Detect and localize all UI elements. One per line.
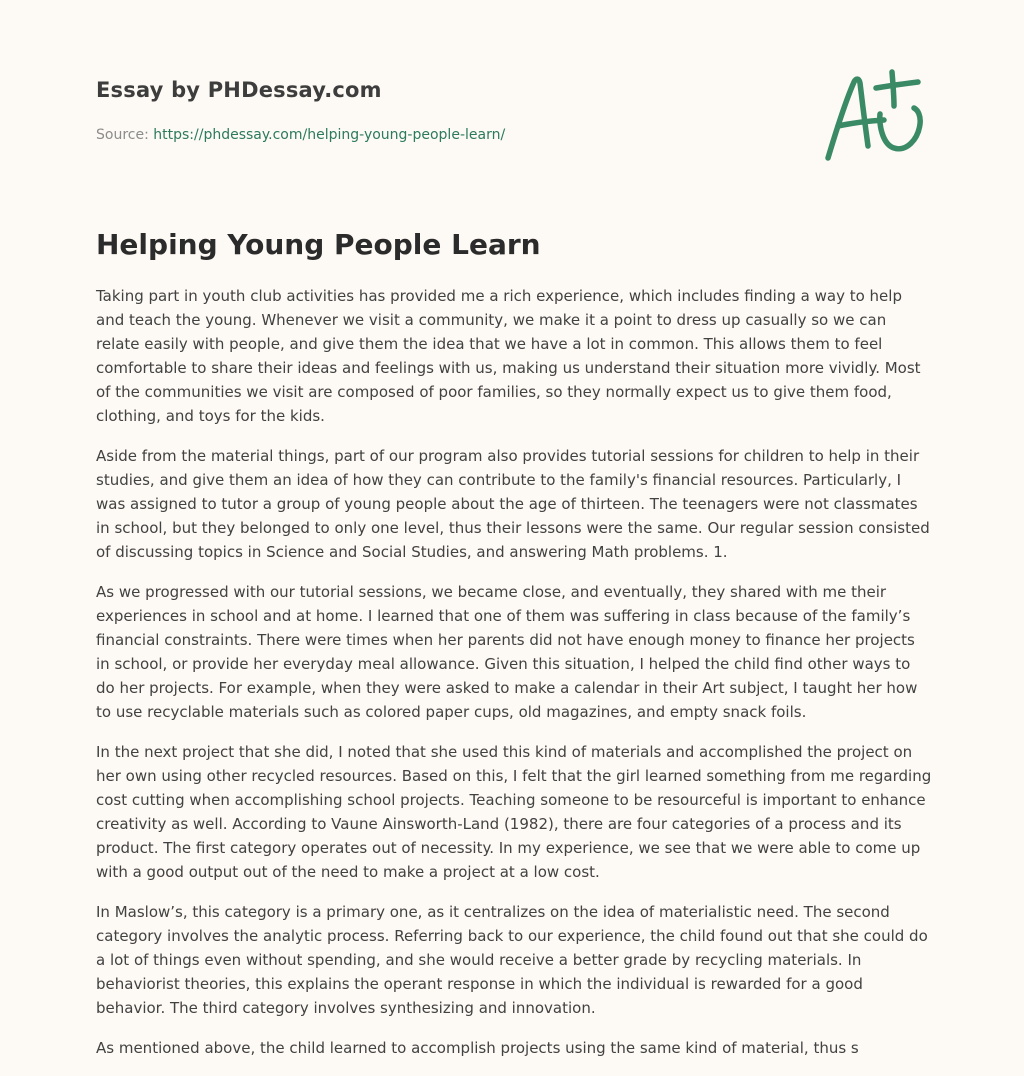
essay-paragraph: In the next project that she did, I noted that she used this kind of materials and accomplished the project on her own using other recycled resources. Based on this, I felt that the girl learned something from me regarding cost cutting when accomplishing school projects. Teaching someone to be resourceful is important to enhance creativity as well. According to Vaune Ainsworth-Land (1982), there are four categories of a process and its product. The first category operates out of necessity. In my experience, we see that we were able to come up with a good output out of the need to make a project at a low cost. [96,743,932,881]
essay-paragraph: As mentioned above, the child learned to accomplish projects using the same kind of material, thus s [96,1039,859,1057]
source-link[interactable]: https://phdessay.com/helping-young-people-learn/ [153,127,506,143]
essay-paragraph: As we progressed with our tutorial sessions, we became close, and eventually, they shared with me their experiences in school and at home. I learned that one of them was suffering in class because of the family’s financial constraints. There were times when her parents did not have enough money to finance her projects in school, or provide her everyday meal allowance. Given this situation, I helped the child find other ways to do her projects. For example, when they were asked to make a calendar in their Art subject, I taught her how to use recyclable materials such as colored paper cups, old magazines, and empty snack foils. [96,583,918,721]
essay-title: Helping Young People Learn [96,228,541,261]
essay-paragraph: Taking part in youth club activities has provided me a rich experience, which includes finding a way to help and teach the young. Whenever we visit a community, we make it a point to dress up casually so we can relate easily with people, and give them the idea that we have a lot in common. This allows them to feel comfortable to share their ideas and feelings with us, making us understand their situation more vividly. Most of the communities we visit are composed of poor families, so they normally expect us to give them food, clothing, and toys for the kids. [96,287,921,425]
site-brand: Essay by PHDessay.com [96,78,382,102]
essay-body [96,284,932,1076]
essay-paragraph: In Maslow’s, this category is a primary one, as it centralizes on the idea of materialistic need. The second category involves the analytic process. Referring back to our experience, the child found out that she could do a lot of things even without spending, and she would receive a better grade by recycling materials. In behaviorist theories, this explains the operant response in which the individual is rewarded for a good behavior. The third category involves synthesizing and innovation. [96,903,928,1017]
essay-paragraph: Aside from the material things, part of our program also provides tutorial sessions for children to help in their studies, and give them an idea of how they can contribute to the family's financial resources. Particularly, I was assigned to tutor a group of young people about the age of thirteen. The teenagers were not classmates in school, but they belonged to only one level, thus their lessons were the same. Our regular session consisted of discussing topics in Science and Social Studies, and answering Math problems. 1. [96,447,930,561]
a-plus-grade-icon [822,66,928,166]
source-line [96,125,776,145]
source-label: Source: [96,127,154,143]
essay-header [96,74,776,145]
